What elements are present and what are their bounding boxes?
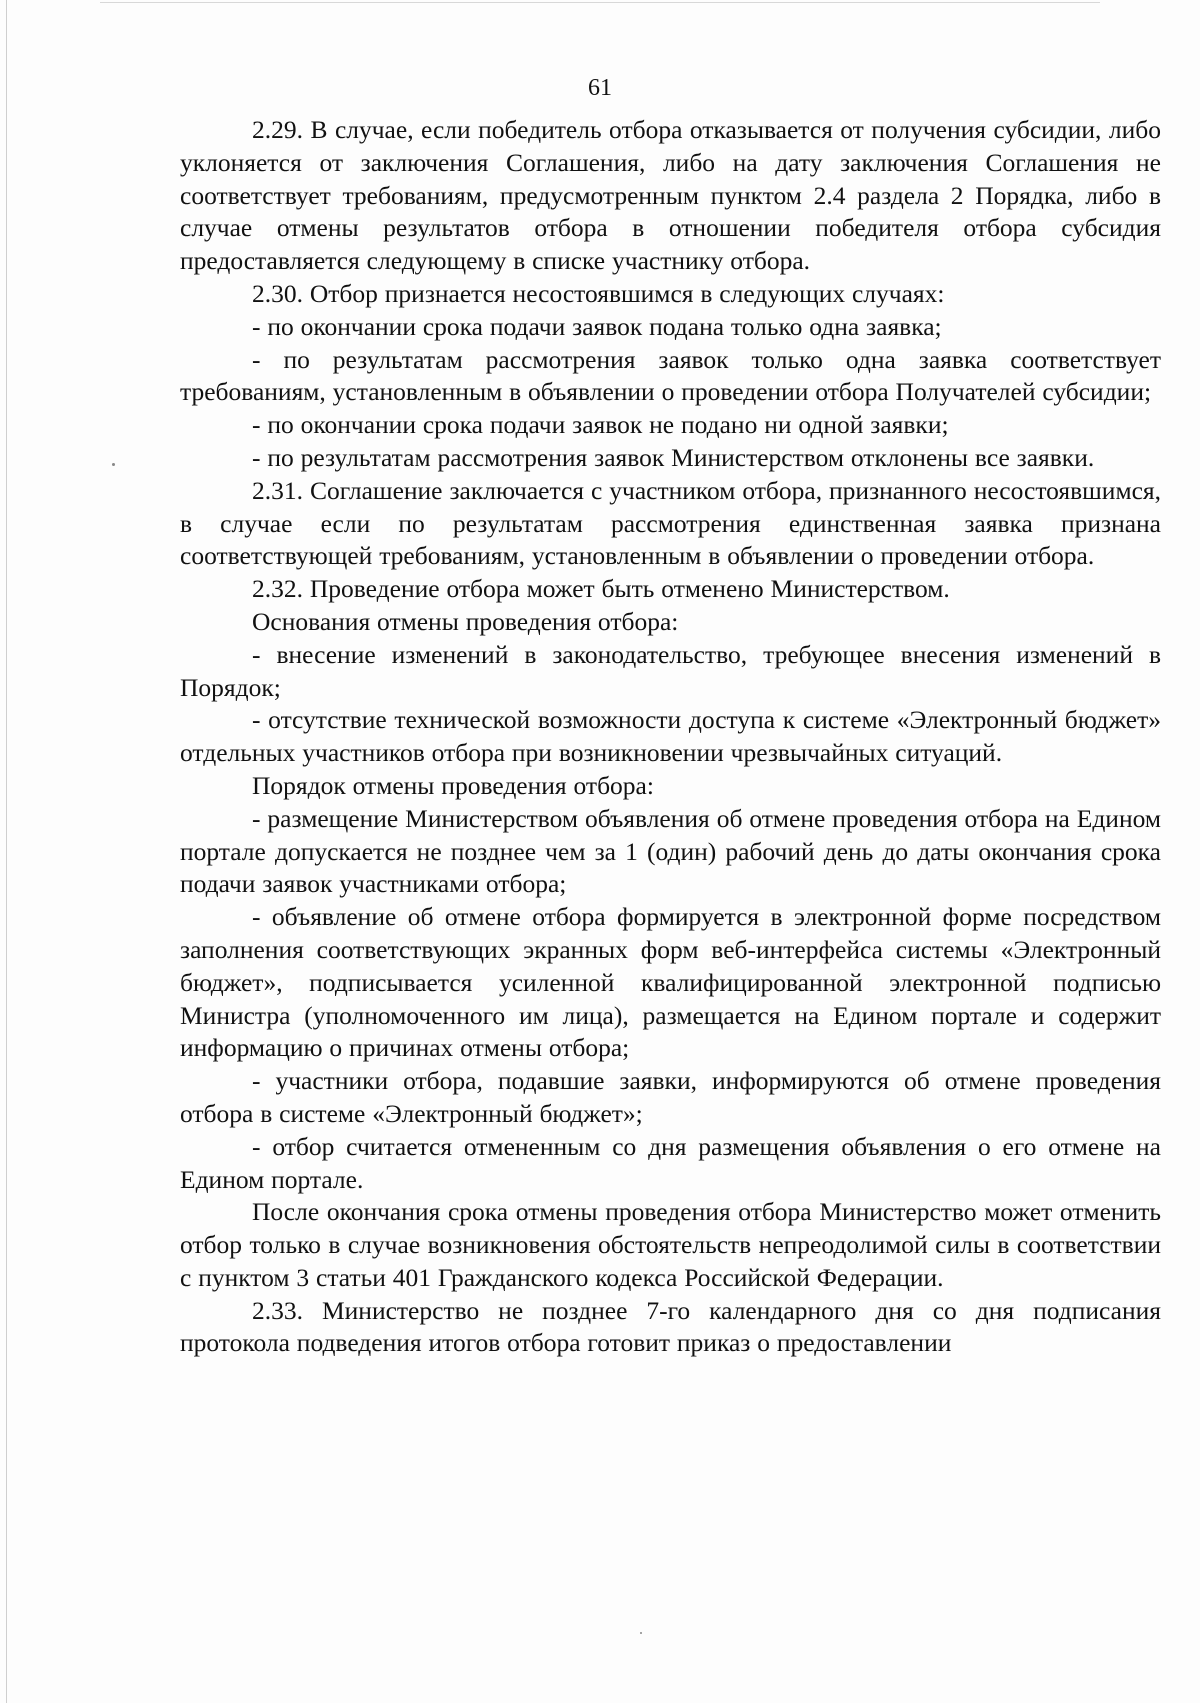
list-item: - отсутствие технической возможности доступа к системе «Электронный бюджет» отдельных участников отбора при возникновении чрезвычайных ситуаций. (180, 705, 1161, 768)
paragraph-2-29: 2.29. В случае, если победитель отбора отказывается от получения субсидии, либо уклоняется от заключения Соглашения, либо на дату заключения Соглашения не соответствует требованиям, предусмотренным пунктом 2.4 раздела 2 Порядка, либо в случае отмены результатов отбора в отношении победителя отбора субсидия предоставляется следующему в списке участнику отбора. (180, 115, 1161, 276)
paragraph-2-32: 2.32. Проведение отбора может быть отменено Министерством. (252, 574, 950, 604)
list-item: - объявление об отмене отбора формируется в электронной форме посредством заполнения соответствующих экранных форм веб-интерфейса системы «Электронный бюджет», подписывается усиленной квалифицированной электронной подписью Министра (уполномоченного им лица), размещается на Едином портале и содержит информацию о причинах отмены отбора; (180, 902, 1161, 1063)
body-text (180, 114, 1161, 1360)
scan-edge-left (6, 0, 7, 1703)
cancellation-grounds-heading: Основания отмены проведения отбора: (252, 606, 679, 636)
force-majeure-paragraph: После окончания срока отмены проведения отбора Министерство может отменить отбор только в случае возникновения обстоятельств непреодолимой силы в соответствии с пунктом 3 статьи 401 Гражданского кодекса Российской Федерации. (180, 1197, 1161, 1292)
list-item: - внесение изменений в законодательство, требующее внесения изменений в Порядок; (180, 639, 1161, 702)
scan-speck (112, 463, 115, 466)
page-number: 61 (588, 75, 612, 101)
paragraph-2-30: 2.30. Отбор признается несостоявшимся в следующих случаях: (252, 278, 945, 308)
list-item: - отбор считается отмененным со дня размещения объявления о его отмене на Едином портале. (180, 1131, 1161, 1194)
list-item: - по окончании срока подачи заявок подана только одна заявка; (252, 311, 942, 341)
list-item: - участники отбора, подавшие заявки, информируются об отмене проведения отбора в системе «Электронный бюджет»; (180, 1066, 1161, 1128)
list-item: - размещение Министерством объявления об отмене проведения отбора на Едином портале допускается не позднее чем за 1 (один) рабочий день до даты окончания срока подачи заявок участниками отбора; (180, 803, 1161, 899)
list-item: - по окончании срока подачи заявок не подано ни одной заявки; (252, 410, 949, 440)
scan-speck (640, 1632, 642, 1634)
list-item: - по результатам рассмотрения заявок Министерством отклонены все заявки. (252, 442, 1095, 472)
scan-edge-top (100, 2, 1100, 3)
cancellation-procedure-heading: Порядок отмены проведения отбора: (252, 770, 654, 800)
paragraph-2-31: 2.31. Соглашение заключается с участником отбора, признанного несостоявшимся, в случае если по результатам рассмотрения единственная заявка признана соответствующей требованиям, установленным в объявлении о проведении отбора. (180, 475, 1161, 571)
list-item: - по результатам рассмотрения заявок только одна заявка соответствует требованиям, установленным в объявлении о проведении отбора Получателей субсидии; (180, 344, 1161, 407)
paragraph-2-33: 2.33. Министерство не позднее 7-го календарного дня со дня подписания протокола подведения итогов отбора готовит приказ о предоставлении (180, 1295, 1161, 1358)
